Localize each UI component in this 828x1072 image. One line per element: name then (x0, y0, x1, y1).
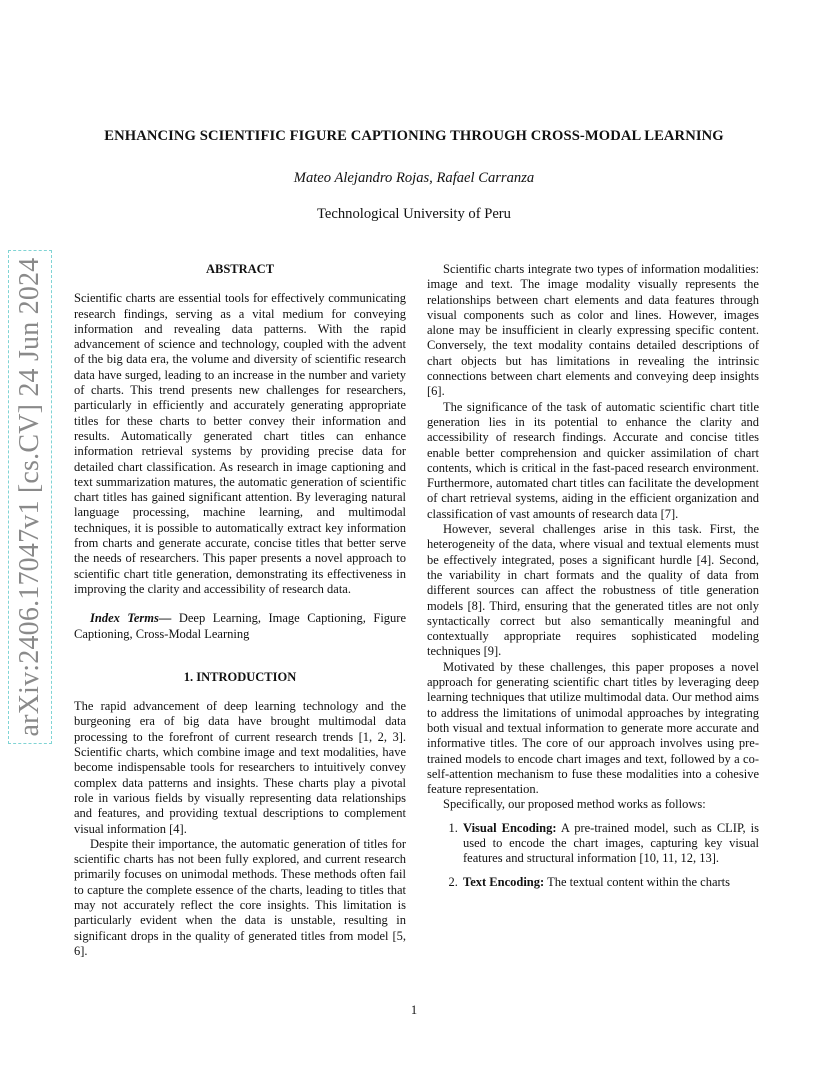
intro-paragraph-5: However, several challenges arise in this task. First, the heterogeneity of the data, where visual and textual elements must be effectively integrated, poses a significant hurdle [4]. Second, the variability in chart formats and the quality of data from different sources can affect the robustness of title generation models [8]. Third, ensuring that the generated titles are not only syntactically correct but also semantically meaningful and contextually appropriate requires sophisticated modeling techniques [9]. (427, 522, 759, 659)
abstract-text: Scientific charts are essential tools for effectively communicating research findings, serving as a vital medium for conveying information and revealing data patterns. With the rapid advancement of science and technology, coupled with the advent of the big data era, the volume and diversity of scientific research data have surged, leading to an increase in the number and variety of charts. This trend presents new challenges for researchers, particularly in efficiently and accurately generating appropriate titles for these charts to better convey their information and results. Automatically generated chart titles can enhance information retrieval systems by providing precise data for detailed chart classification. As research in image captioning and text summarization matures, the automatic generation of scientific chart titles has gained significant attention. By leveraging natural language processing, machine learning, and multimodal techniques, it is possible to automatically extract key information from charts and generate accurate, concise titles that better serve the needs of researchers. This paper presents a novel approach to scientific chart title generation, demonstrating its effectiveness in improving the clarity and accessibility of research data. (74, 291, 406, 596)
method-term: Text Encoding: (463, 874, 545, 889)
intro-paragraph-1: The rapid advancement of deep learning technology and the burgeoning era of big data have brought multimodal data processing to the forefront of current research trends [1, 2, 3]. Scientific charts, which combine image and text modalities, have become indispensable tools for researchers to intuitively convey complex data patterns and insights. These charts play a pivotal role in various fields by visually representing data relationships and features, and providing textual descriptions to complement visual information [4]. (74, 699, 406, 836)
index-terms (74, 611, 406, 642)
paper-authors: Mateo Alejandro Rojas, Rafael Carranza (293, 170, 535, 186)
intro-paragraph-7: Specifically, our proposed method works as follows: (443, 797, 706, 812)
intro-heading: 1. INTRODUCTION (183, 669, 297, 684)
paper-title: ENHANCING SCIENTIFIC FIGURE CAPTIONING THROUGH CROSS-MODAL LEARNING (104, 128, 724, 144)
right-column (427, 262, 759, 898)
index-terms-text: Deep Learning, Image Captioning, Figure Captioning, Cross-Modal Learning (74, 611, 407, 641)
page-number: 1 (410, 1003, 418, 1017)
method-text: A pre-trained model, such as CLIP, is used to encode the chart images, capturing key visual features and structural information [10, 11, 12, 13]. (463, 820, 760, 866)
method-text: The textual content within the charts (547, 874, 730, 889)
method-term: Visual Encoding: (463, 820, 557, 835)
method-list-item (461, 821, 759, 867)
method-list-item (461, 875, 759, 890)
abstract-heading: ABSTRACT (205, 262, 275, 276)
arxiv-stamp[interactable] (8, 250, 52, 744)
intro-paragraph-3: Scientific charts integrate two types of information modalities: image and text. The image modality visually represents the relationships between chart elements and data features through visual components such as color and lines. However, images alone may be insufficient in clearly expressing specific content. Conversely, the text modality contains detailed descriptions of chart objects but has limitations in revealing the intrinsic connections between chart elements and conveying deep insights [6]. (427, 262, 759, 399)
paper-affiliation: Technological University of Peru (317, 206, 511, 222)
intro-paragraph-4: The significance of the task of automatic scientific chart title generation lies in its potential to enhance the clarity and accessibility of research findings. Accurate and concise titles enable better comprehension and quicker assimilation of chart contents, which is critical in the fast-paced research environment. Furthermore, automated chart titles can facilitate the development of chart retrieval systems, aiding in the efficient organization and classification of vast amounts of research data [7]. (427, 399, 759, 521)
arxiv-stamp-text[interactable]: arXiv:2406.17047v1 [cs.CV] 24 Jun 2024 (14, 257, 45, 737)
intro-paragraph-6: Motivated by these challenges, this paper proposes a novel approach for generating scientific chart titles by leveraging deep learning techniques that utilize multimodal data. Our method aims to address the limitations of unimodal approaches by integrating both visual and textual information to generate more accurate and informative titles. The core of our approach involves using pre-trained models to encode chart images and text, followed by a co-self-attention mechanism to fuse these modalities into a cohesive feature representation. (427, 659, 759, 797)
index-terms-label: Index Terms— (90, 611, 172, 626)
intro-paragraph-2: Despite their importance, the automatic generation of titles for scientific charts has not been fully explored, and current research primarily focuses on unimodal methods. These methods often fail to capture the complete essence of the charts, leading to titles that may not accurately reflect the core insights. This limitation is particularly evident when the data is unstable, resulting in significant drops in the quality of generated titles from model [5, 6]. (74, 836, 406, 958)
method-list (427, 821, 759, 890)
left-column (74, 262, 406, 959)
